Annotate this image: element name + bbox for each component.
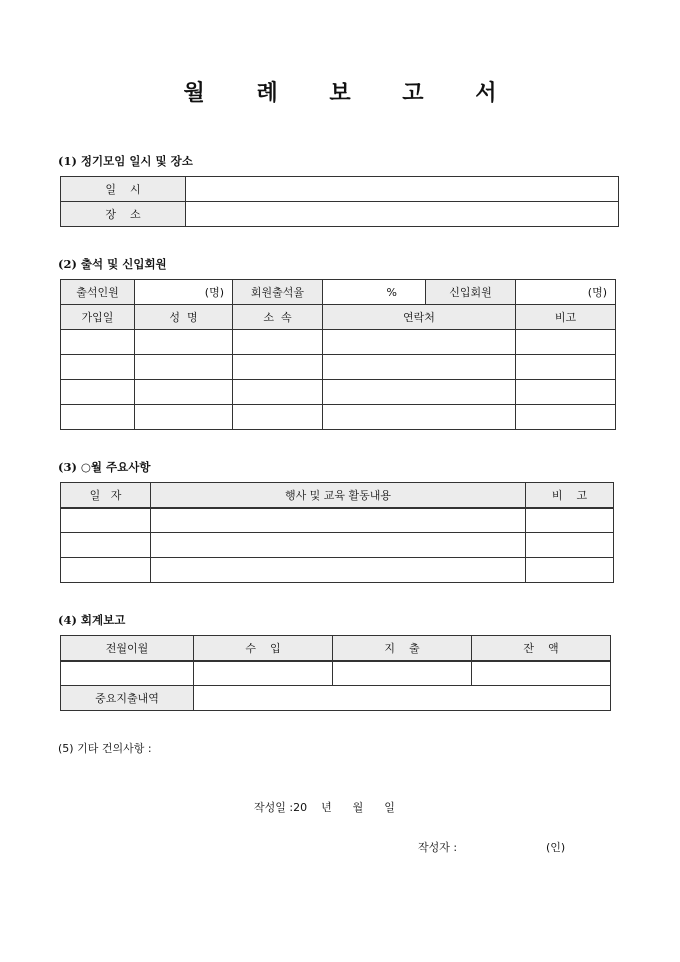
cell[interactable] — [516, 380, 616, 405]
cell[interactable] — [194, 661, 333, 686]
meeting-table — [60, 176, 619, 227]
date-cell[interactable] — [186, 177, 619, 202]
new-member-unit[interactable]: (명) — [516, 280, 616, 305]
cell[interactable] — [61, 380, 135, 405]
rate-label: 회원출석율 — [233, 280, 323, 305]
section-4-heading: (4) 회계보고 — [58, 613, 126, 627]
cell[interactable] — [323, 330, 516, 355]
section-3-heading: (3) ○월 주요사항 — [58, 460, 151, 474]
col-income: 수 입 — [194, 636, 333, 661]
col-date: 일 자 — [61, 483, 151, 508]
document-title: 월 례 보 고 서 — [183, 80, 519, 106]
attendance-label: 출석인원 — [61, 280, 135, 305]
cell[interactable] — [61, 558, 151, 583]
table-row — [61, 355, 616, 380]
major-expense-label: 중요지출내역 — [61, 686, 194, 711]
seal-mark: (인) — [546, 841, 566, 854]
cell[interactable] — [151, 533, 526, 558]
cell[interactable] — [526, 508, 614, 533]
cell[interactable] — [323, 405, 516, 430]
col-join-date: 가입일 — [61, 305, 135, 330]
table-row — [61, 405, 616, 430]
cell[interactable] — [333, 661, 472, 686]
table-row — [61, 558, 614, 583]
cell[interactable] — [61, 508, 151, 533]
col-carryover: 전월이월 — [61, 636, 194, 661]
col-expense: 지 출 — [333, 636, 472, 661]
col-remark: 비 고 — [526, 483, 614, 508]
cell[interactable] — [61, 661, 194, 686]
section-1-heading: (1) 정기모임 일시 및 장소 — [58, 154, 193, 168]
cell[interactable] — [135, 405, 233, 430]
cell[interactable] — [135, 355, 233, 380]
cell[interactable] — [323, 355, 516, 380]
cell[interactable] — [516, 355, 616, 380]
table-row — [61, 533, 614, 558]
col-activity: 행사 및 교육 활동내용 — [151, 483, 526, 508]
cell[interactable] — [151, 508, 526, 533]
table-row — [61, 380, 616, 405]
cell[interactable] — [233, 380, 323, 405]
col-note: 비고 — [516, 305, 616, 330]
cell[interactable] — [233, 405, 323, 430]
cell[interactable] — [135, 380, 233, 405]
cell[interactable] — [61, 533, 151, 558]
cell[interactable] — [516, 405, 616, 430]
new-member-label: 신입회원 — [426, 280, 516, 305]
place-label: 장 소 — [61, 202, 186, 227]
major-expense-cell[interactable] — [194, 686, 611, 711]
cell[interactable] — [135, 330, 233, 355]
cell[interactable] — [151, 558, 526, 583]
accounting-table — [60, 635, 611, 711]
cell[interactable] — [526, 533, 614, 558]
col-name: 성 명 — [135, 305, 233, 330]
author-label: 작성자 : — [418, 841, 458, 854]
col-contact: 연락처 — [323, 305, 516, 330]
attendance-unit[interactable]: (명) — [135, 280, 233, 305]
cell[interactable] — [233, 355, 323, 380]
date-label: 일 시 — [61, 177, 186, 202]
activities-table — [60, 482, 614, 583]
cell[interactable] — [323, 380, 516, 405]
cell[interactable] — [472, 661, 611, 686]
cell[interactable] — [61, 355, 135, 380]
cell[interactable] — [61, 330, 135, 355]
written-date: 작성일 :20 년 월 일 — [254, 801, 395, 814]
table-row — [61, 508, 614, 533]
col-affiliation: 소 속 — [233, 305, 323, 330]
cell[interactable] — [233, 330, 323, 355]
attendance-table — [60, 279, 616, 305]
new-members-table — [60, 304, 616, 430]
col-balance: 잔 액 — [472, 636, 611, 661]
other-suggestions: (5) 기타 건의사항 : — [58, 742, 152, 755]
table-row — [61, 661, 611, 686]
section-2-heading: (2) 출석 및 신입회원 — [58, 257, 167, 271]
cell[interactable] — [516, 330, 616, 355]
cell[interactable] — [526, 558, 614, 583]
cell[interactable] — [61, 405, 135, 430]
place-cell[interactable] — [186, 202, 619, 227]
table-row — [61, 330, 616, 355]
rate-unit[interactable]: % — [323, 280, 426, 305]
